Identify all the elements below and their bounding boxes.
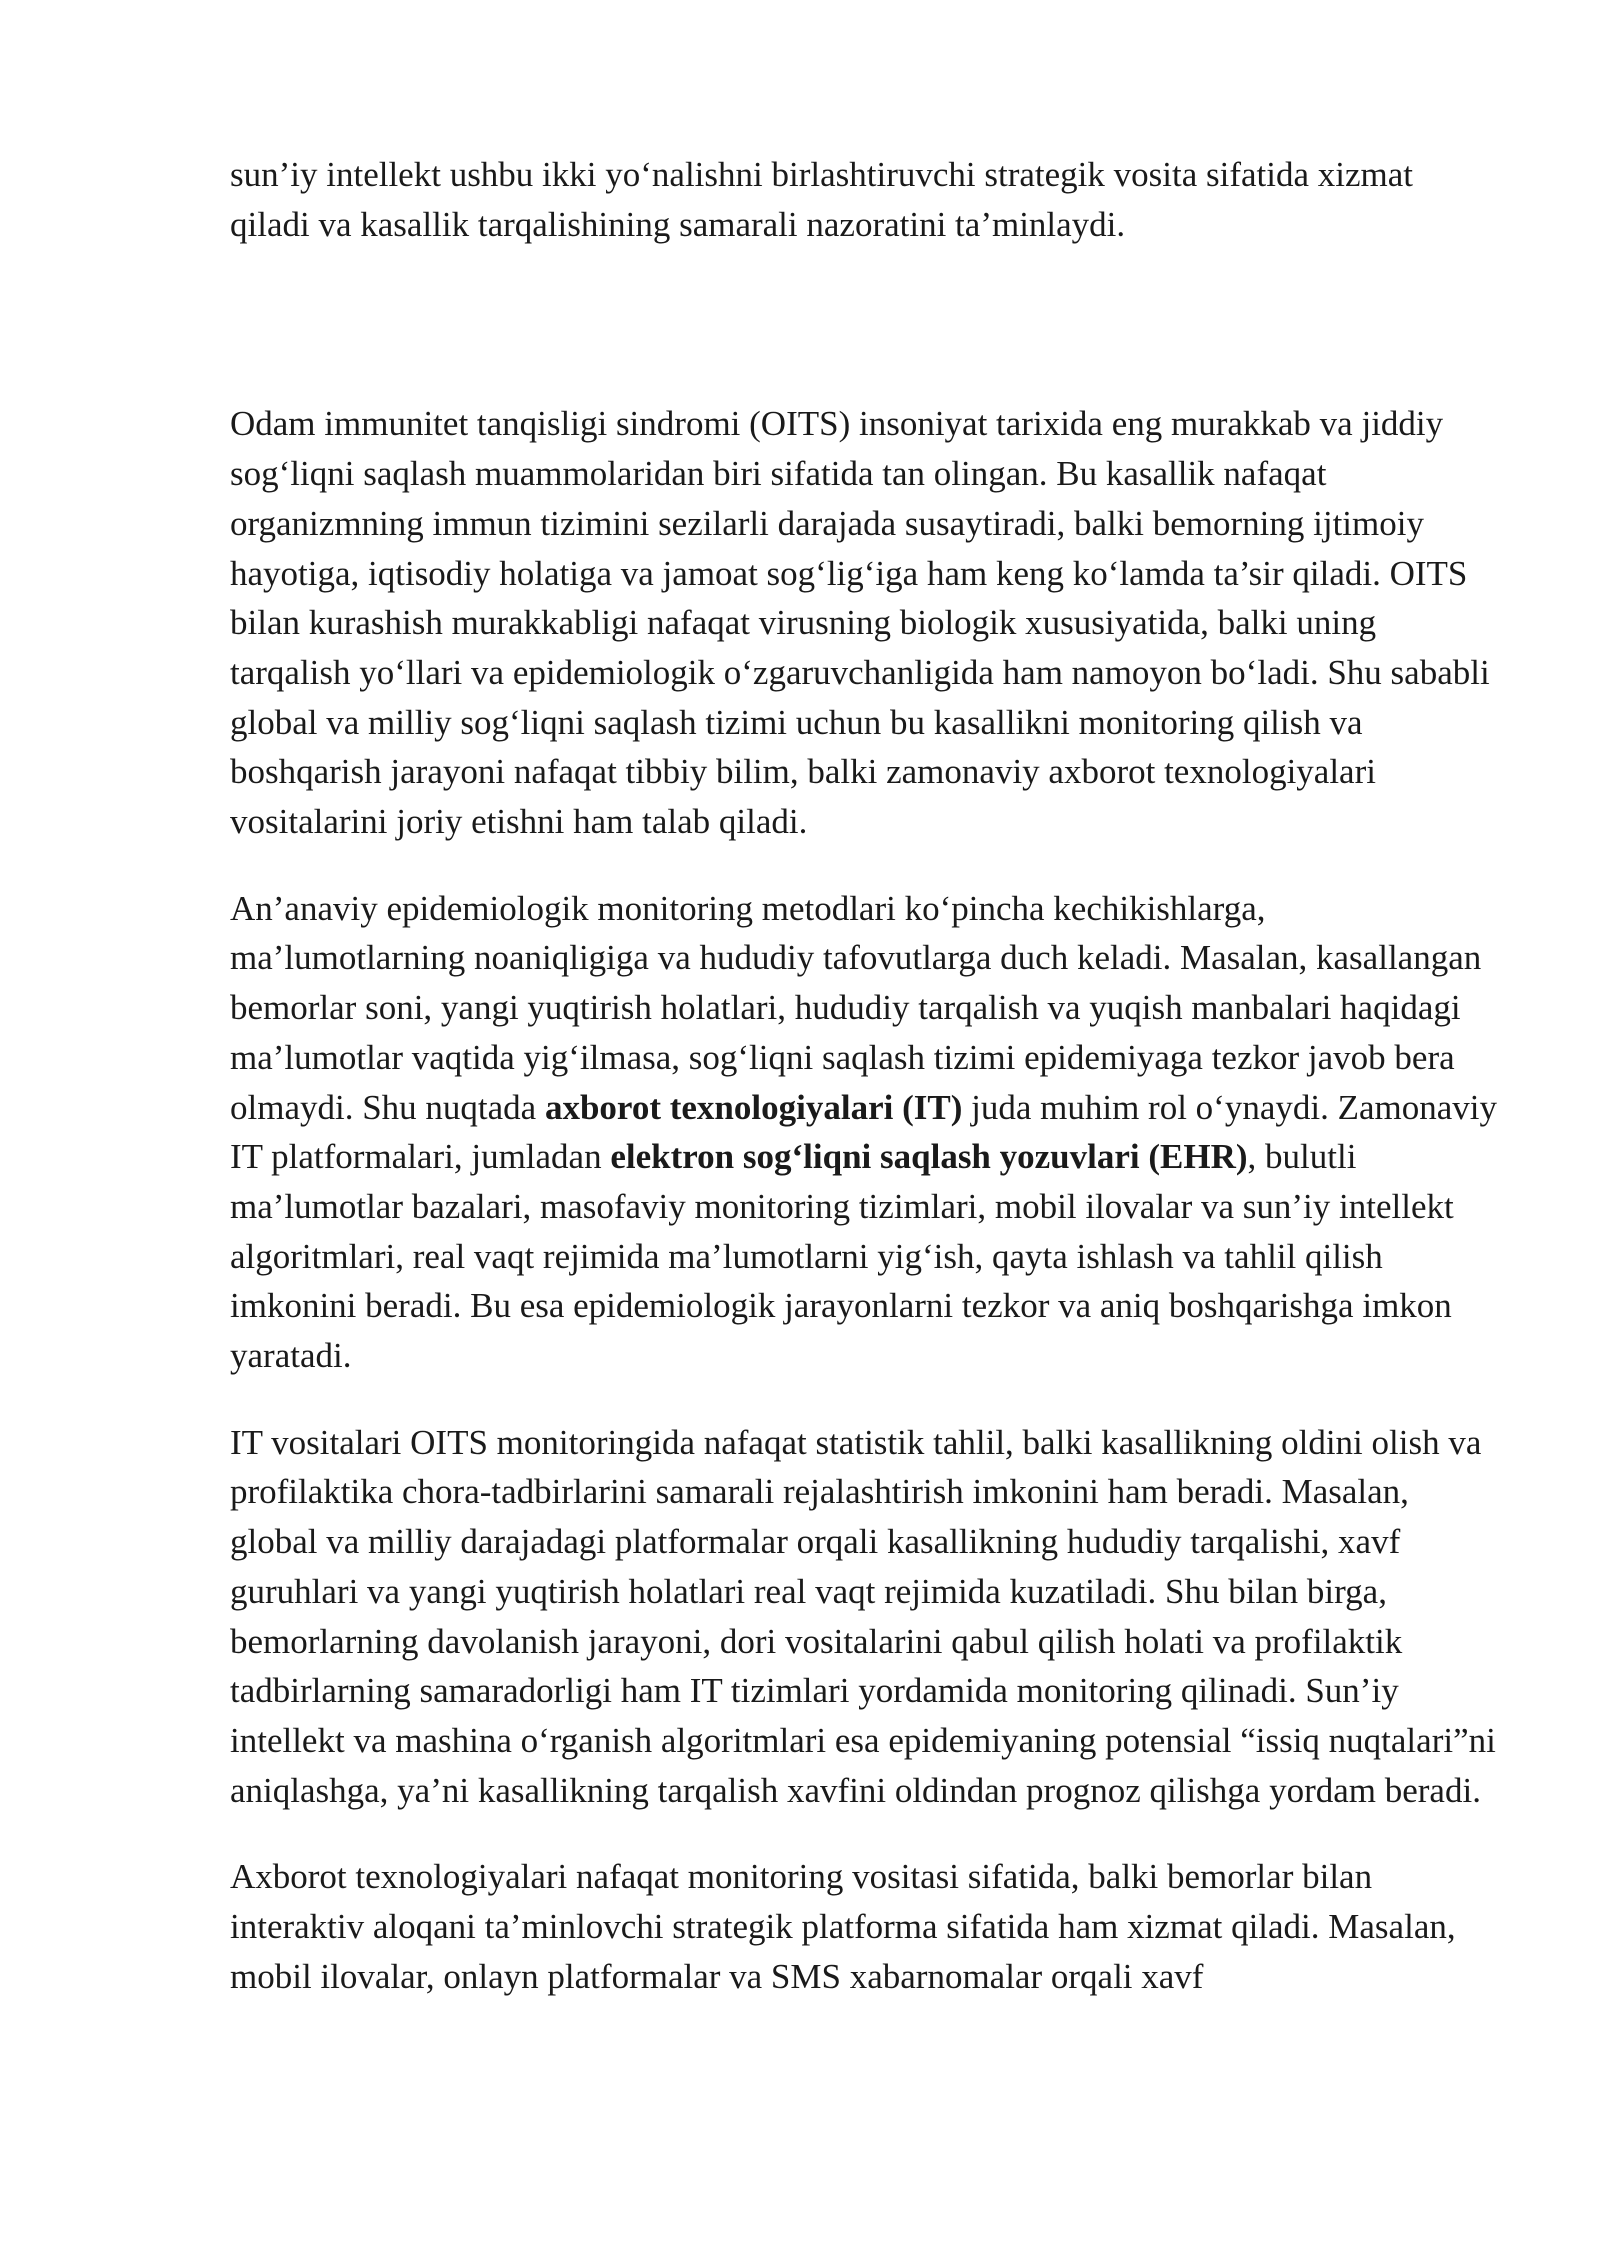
- paragraph-text: IT vositalari OITS monitoringida nafaqat statistik tahlil, balki kasallikning oldini olish va profilaktika chora-tadbirlarini samarali rejalashtirish imkonini ham beradi. Masalan, global va milliy darajadagi platformalar orqali kasallikning hududiy tarqalishi, xavf guruhlari va yangi yuqtirish holatlari real vaqt rejimida kuzatiladi. Shu bilan birga, bemorlarning davolanish jarayoni, dori vositalarini qabul qilish holati va profilaktik tadbirlarning samaradorligi ham IT tizimlari yordamida monitoring qilinadi. Sun’iy intellekt va mashina o‘rganish algoritmlari esa epidemiyaning potensial “issiq nuqtalari”ni aniqlashga, ya’ni kasallikning tarqalish xavfini oldindan prognoz qilishga yordam beradi.: [230, 1422, 1496, 1810]
- paragraph-continuation: [230, 150, 1500, 249]
- paragraph-text: , bulutli ma’lumotlar bazalari, masofaviy monitoring tizimlari, mobil ilovalar va sun’iy intellekt algoritmlari, real vaqt rejimida ma’lumotlarni yig‘ish, qayta ishlash va tahlil qilish imkonini beradi. Bu esa epidemiologik jarayonlarni tezkor va aniq boshqarishga imkon yaratadi.: [230, 1137, 1454, 1376]
- paragraph-text: sun’iy intellekt ushbu ikki yo‘nalishni birlashtiruvchi strategik vosita sifatida xizmat qiladi va kasallik tarqalishining samarali nazoratini ta’minlaydi.: [230, 155, 1413, 244]
- paragraph-interactive-platform: [230, 1852, 1500, 2001]
- bold-term-ehr: elektron sog‘liqni saqlash yozuvlari (EHR): [610, 1137, 1248, 1177]
- paragraph-text: An’anaviy epidemiologik monitoring metodlari ko‘pincha kechikishlarga, ma’lumotlarning noaniqligiga va hududiy tafovutlarga duch keladi. Masalan, kasallangan bemorlar soni, yangi yuqtirish holatlari, hududiy tarqalish va yuqish manbalari haqidagi ma’lumotlar vaqtida yig‘ilmasa, sog‘liqni saqlash tizimi epidemiyaga tezkor javob bera olmaydi. Shu nuqtada: [230, 888, 1482, 1127]
- paragraph-traditional-monitoring: [230, 884, 1500, 1381]
- paragraph-oits-intro: [230, 399, 1500, 846]
- document-body: [230, 150, 1500, 2039]
- paragraph-text: juda muhim rol o‘ynaydi. Zamonaviy IT platformalari, jumladan: [230, 1087, 1497, 1177]
- paragraph-text: Odam immunitet tanqisligi sindromi (OITS) insoniyat tarixida eng murakkab va jiddiy sog‘liqni saqlash muammolaridan biri sifatida tan olingan. Bu kasallik nafaqat organizmning immun tizimini sezilarli darajada susaytiradi, balki bemorning ijtimoiy hayotiga, iqtisodiy holatiga va jamoat sog‘lig‘iga ham keng ko‘lamda ta’sir qiladi. OITS bilan kurashish murakkabligi nafaqat virusning biologik xususiyatida, balki uning tarqalish yo‘llari va epidemiologik o‘zgaruvchanligida ham namoyon bo‘ladi. Shu sababli global va milliy sog‘liqni saqlash tizimi uchun bu kasallikni monitoring qilish va boshqarish jarayoni nafaqat tibbiy bilim, balki zamonaviy axborot texnologiyalari vositalarini joriy etishni ham talab qiladi.: [230, 404, 1490, 842]
- paragraph-text: Axborot texnologiyalari nafaqat monitoring vositasi sifatida, balki bemorlar bilan interaktiv aloqani ta’minlovchi strategik platforma sifatida ham xizmat qiladi. Masalan, mobil ilovalar, onlayn platformalar va SMS xabarnomalar orqali xavf: [230, 1857, 1456, 1996]
- paragraph-it-tools: [230, 1418, 1500, 1816]
- bold-term-it: axborot texnologiyalari (IT): [544, 1087, 963, 1127]
